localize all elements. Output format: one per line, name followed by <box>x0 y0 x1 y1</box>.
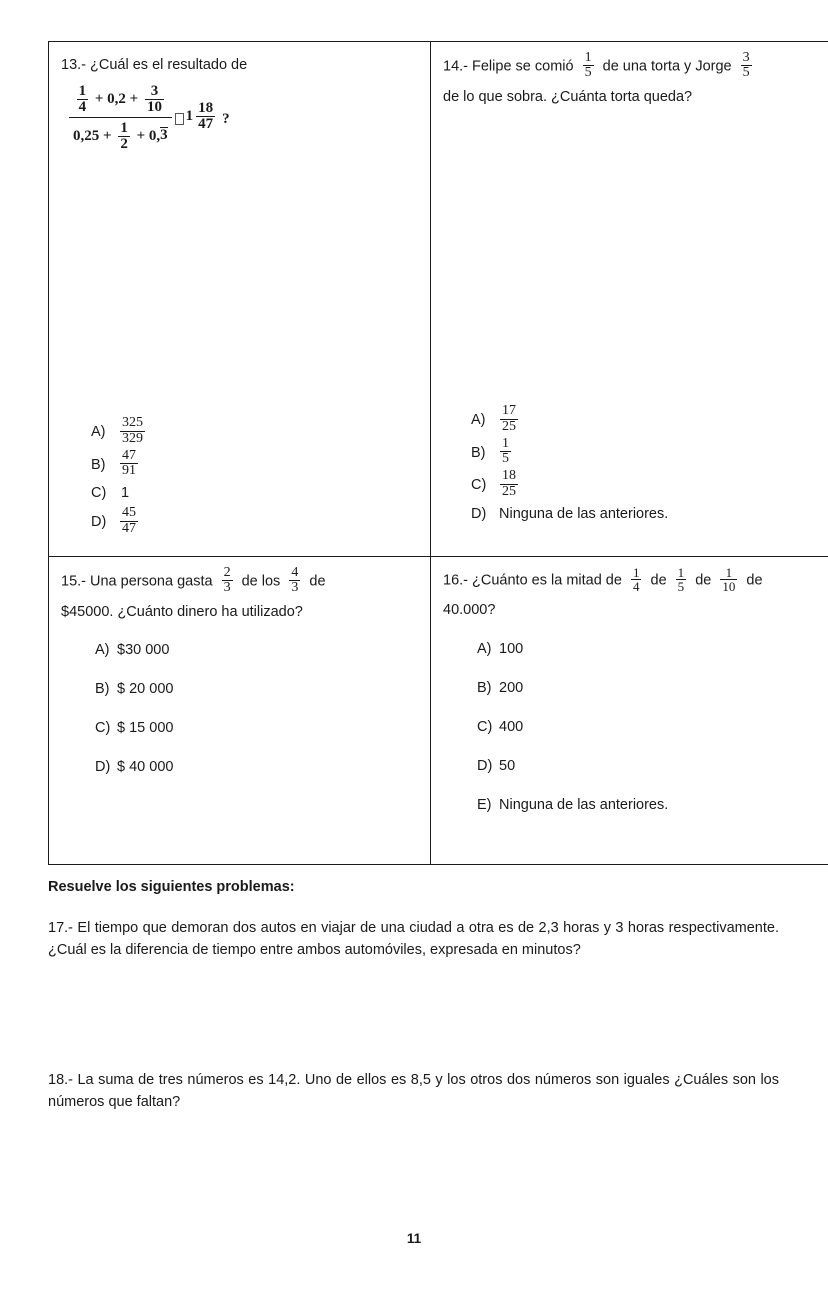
option-16-a[interactable] <box>477 641 816 657</box>
option-text: 400 <box>499 718 524 735</box>
question-14-prompt <box>443 52 816 111</box>
denominator-lead-text: 0,25 + <box>73 127 112 144</box>
complex-fraction-denominator <box>69 117 172 152</box>
mixed-number-result <box>186 101 219 132</box>
option-label: B) <box>91 456 106 473</box>
question-14-line1-b: de una torta y Jorge <box>602 58 732 75</box>
question-16-line1-d: de <box>746 572 763 589</box>
option-fraction: $\frac{45}{47}$ <box>122 505 136 536</box>
option-text: $ 20 000 <box>117 681 174 698</box>
complex-fraction-numerator <box>70 84 171 117</box>
question-16-prompt <box>443 567 816 625</box>
option-14-d[interactable] <box>471 503 771 525</box>
option-text: Ninguna de las anteriores. <box>499 506 669 522</box>
option-14-b[interactable] <box>471 435 771 468</box>
option-fraction: $\frac{17}{25}$ <box>502 403 516 434</box>
question-15-line1-b: de los <box>241 573 281 590</box>
option-label: B) <box>95 681 110 698</box>
option-label: D) <box>471 506 487 522</box>
fraction-one-quarter: $\frac{1}{4}$ <box>78 82 87 115</box>
question-15-line2: $45000. ¿Cuánto dinero ha utilizado? <box>61 603 303 620</box>
option-label: A) <box>477 640 492 657</box>
fraction-two-thirds: $\frac{2}{3}$ <box>223 565 231 596</box>
question-14-line1-a: 14.- Felipe se comió <box>443 58 574 75</box>
question-cell-16 <box>431 557 828 865</box>
fraction-four-thirds: $\frac{4}{3}$ <box>291 565 299 596</box>
option-fraction: $\frac{325}{329}$ <box>122 415 143 446</box>
option-13-a[interactable] <box>91 417 391 447</box>
option-text: 50 <box>499 757 516 774</box>
option-15-d[interactable] <box>95 759 418 775</box>
option-label: B) <box>477 679 492 696</box>
option-label: D) <box>95 759 111 776</box>
question-16-line1-a: 16.- ¿Cuánto es la mitad de <box>443 572 622 589</box>
option-15-b[interactable] <box>95 681 418 697</box>
option-label: A) <box>471 412 486 429</box>
option-fraction: $\frac{47}{91}$ <box>122 447 136 479</box>
question-cell-14 <box>431 42 828 557</box>
denominator-tail-text: + 0, <box>136 127 161 144</box>
fraction-three-fifths: $\frac{3}{5}$ <box>742 50 750 81</box>
question-15-line1-c: de <box>309 573 326 590</box>
option-text: Ninguna de las anteriores. <box>499 796 669 813</box>
option-label: D) <box>91 514 107 531</box>
option-15-c[interactable] <box>95 720 418 736</box>
fraction-eighteen-fortysevenths: $\frac{18}{47}$ <box>198 100 214 133</box>
option-fraction: $\frac{18}{25}$ <box>502 468 516 499</box>
option-14-c[interactable] <box>471 470 771 500</box>
option-text: 100 <box>499 640 524 657</box>
option-13-b[interactable] <box>91 447 391 480</box>
missing-glyph-icon <box>175 113 184 125</box>
numerator-middle-text: + 0,2 + <box>94 90 139 107</box>
option-16-e[interactable] <box>477 797 816 813</box>
option-16-c[interactable] <box>477 719 816 735</box>
option-16-d[interactable] <box>477 758 816 774</box>
table-row <box>49 42 828 557</box>
question-15-line1-a: 15.- Una persona gasta <box>61 573 213 590</box>
option-15-a[interactable] <box>95 642 418 658</box>
question-15-options <box>61 642 418 775</box>
question-14-line2: de lo que sobra. ¿Cuánta torta queda? <box>443 88 693 105</box>
option-label: D) <box>477 757 493 774</box>
question-16-options <box>443 641 816 813</box>
question-16-line1-c: de <box>695 572 712 589</box>
question-mark: ? <box>222 111 230 128</box>
question-cell-15 <box>49 557 431 865</box>
problem-17-text: 17.- El tiempo que demoran dos autos en viajar de una ciudad a otra es de 2,3 horas y 3 horas respectivamente. ¿Cuál es la diferencia de tiempo entre ambos automóviles, expresada en minutos? <box>48 920 779 959</box>
option-label: C) <box>471 477 487 494</box>
option-label: C) <box>91 485 107 502</box>
fraction-one-half: $\frac{1}{2}$ <box>120 119 128 152</box>
option-label: B) <box>471 444 486 461</box>
mixed-whole-part: 1 <box>185 108 194 125</box>
option-label: A) <box>95 642 110 659</box>
question-14-options <box>471 405 771 528</box>
option-label: C) <box>95 720 111 737</box>
option-label: C) <box>477 718 493 735</box>
option-text: 1 <box>121 485 130 502</box>
page-number: 11 <box>406 1231 422 1246</box>
option-13-c[interactable] <box>91 482 391 504</box>
option-fraction: $\frac{1}{5}$ <box>502 435 509 467</box>
fraction-one-fifth: $\frac{1}{5}$ <box>584 50 592 81</box>
question-cell-13 <box>49 42 431 557</box>
question-13-prompt: 13.- ¿Cuál es el resultado de <box>61 57 248 73</box>
option-text: $30 000 <box>117 642 170 659</box>
option-14-a[interactable] <box>471 405 771 435</box>
question-16-line2: 40.000? <box>443 602 496 619</box>
complex-fraction <box>69 84 172 152</box>
fraction-one-fifth: $\frac{1}{5}$ <box>677 565 685 595</box>
question-16-line1-b: de <box>650 572 667 589</box>
fraction-three-tenths: $\frac{3}{10}$ <box>146 82 162 115</box>
option-13-d[interactable] <box>91 507 391 537</box>
fraction-one-quarter: $\frac{1}{4}$ <box>632 565 640 595</box>
option-text: $ 40 000 <box>117 759 174 776</box>
option-text: $ 15 000 <box>117 720 174 737</box>
questions-table <box>48 41 828 865</box>
option-label: E) <box>477 796 492 813</box>
question-13-options <box>91 417 391 540</box>
option-label: A) <box>91 424 106 441</box>
question-15-prompt <box>61 567 418 626</box>
option-text: 200 <box>499 679 524 696</box>
fraction-one-tenth: $\frac{1}{10}$ <box>722 565 736 595</box>
question-13-expression <box>69 84 418 152</box>
table-row <box>49 557 828 865</box>
repeating-decimal-overline: 3 <box>160 127 168 144</box>
problem-18-text: 18.- La suma de tres números es 14,2. Uno de ellos es 8,5 y los otros dos números son iguales ¿Cuáles son los números que faltan? <box>48 1072 779 1111</box>
section-heading: Resuelve los siguientes problemas: <box>48 879 295 895</box>
option-16-b[interactable] <box>477 680 816 696</box>
